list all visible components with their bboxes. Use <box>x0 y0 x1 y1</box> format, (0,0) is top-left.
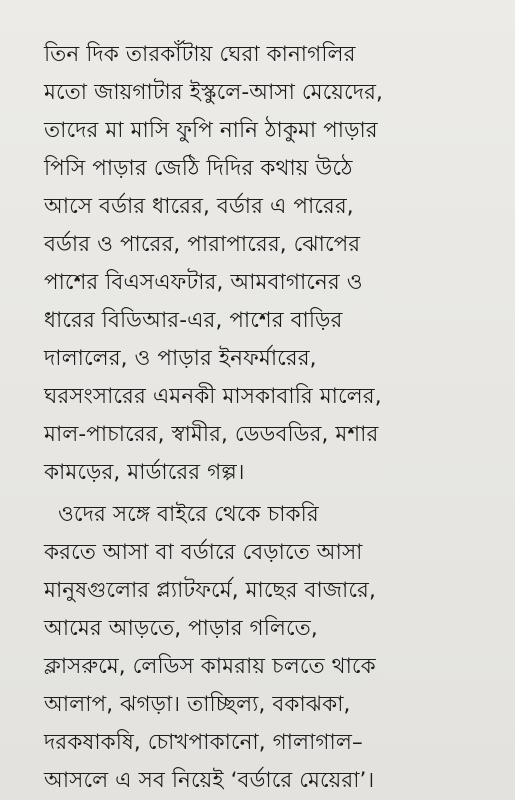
paragraph-1-line-9: দালালের, ও পাড়ার ইনফর্মারের, <box>44 346 317 371</box>
paragraph-1-line-6: বর্ডার ও পারের, পারাপারের, ঝোপের <box>44 232 361 257</box>
paragraph-1-line-12: কামড়ের, মার্ডারের গল্প। <box>44 460 245 485</box>
paragraph-1-line-3: তাদের মা মাসি ফুপি নানি ঠাকুমা পাড়ার <box>44 118 378 143</box>
paragraph-1-line-8: ধারের বিডিআর-এর, পাশের বাড়ির <box>44 308 343 333</box>
paragraph-1-line-10: ঘরসংসারের এমনকী মাসকাবারি মালের, <box>44 384 382 409</box>
paragraph-2-line-7: দরকষাকষি, চোখপাকানো, গালাগাল– <box>44 730 363 755</box>
paragraph-2-line-8: আসলে এ সব নিয়েই ‘বর্ডারে মেয়েরা’। <box>44 768 375 793</box>
paragraph-1-line-1: তিন দিক তারকাঁটায় ঘেরা কানাগলির <box>44 42 356 67</box>
paragraph-2-line-5: ক্লাসরুমে, লেডিস কামরায় চলতে থাকে <box>44 654 376 679</box>
paragraph-1-line-2: মতো জায়গাটার ইস্কুলে-আসা মেয়েদের, <box>44 80 383 105</box>
paragraph-2-line-4: আমের আড়তে, পাড়ার গলিতে, <box>44 616 318 641</box>
paragraph-2-line-3: মানুষগুলোর প্ল্যাটফর্মে, মাছের বাজারে, <box>44 578 376 603</box>
paragraph-1-line-7: পাশের বিএসএফটার, আমবাগানের ও <box>44 270 363 295</box>
paragraph-1-line-5: আসে বর্ডার ধারের, বর্ডার এ পারের, <box>44 194 354 219</box>
paragraph-1-line-4: পিসি পাড়ার জেঠি দিদির কথায় উঠে <box>44 156 353 181</box>
paragraph-1-line-11: মাল-পাচারের, স্বামীর, ডেডবডির, মশার <box>44 422 379 447</box>
paragraph-2-line-1: ওদের সঙ্গে বাইরে থেকে চাকরি <box>58 502 319 527</box>
paragraph-2-line-6: আলাপ, ঝগড়া। তাচ্ছিল্য, বকাঝকা, <box>44 692 351 717</box>
paragraph-2-line-2: করতে আসা বা বর্ডারে বেড়াতে আসা <box>44 540 363 565</box>
